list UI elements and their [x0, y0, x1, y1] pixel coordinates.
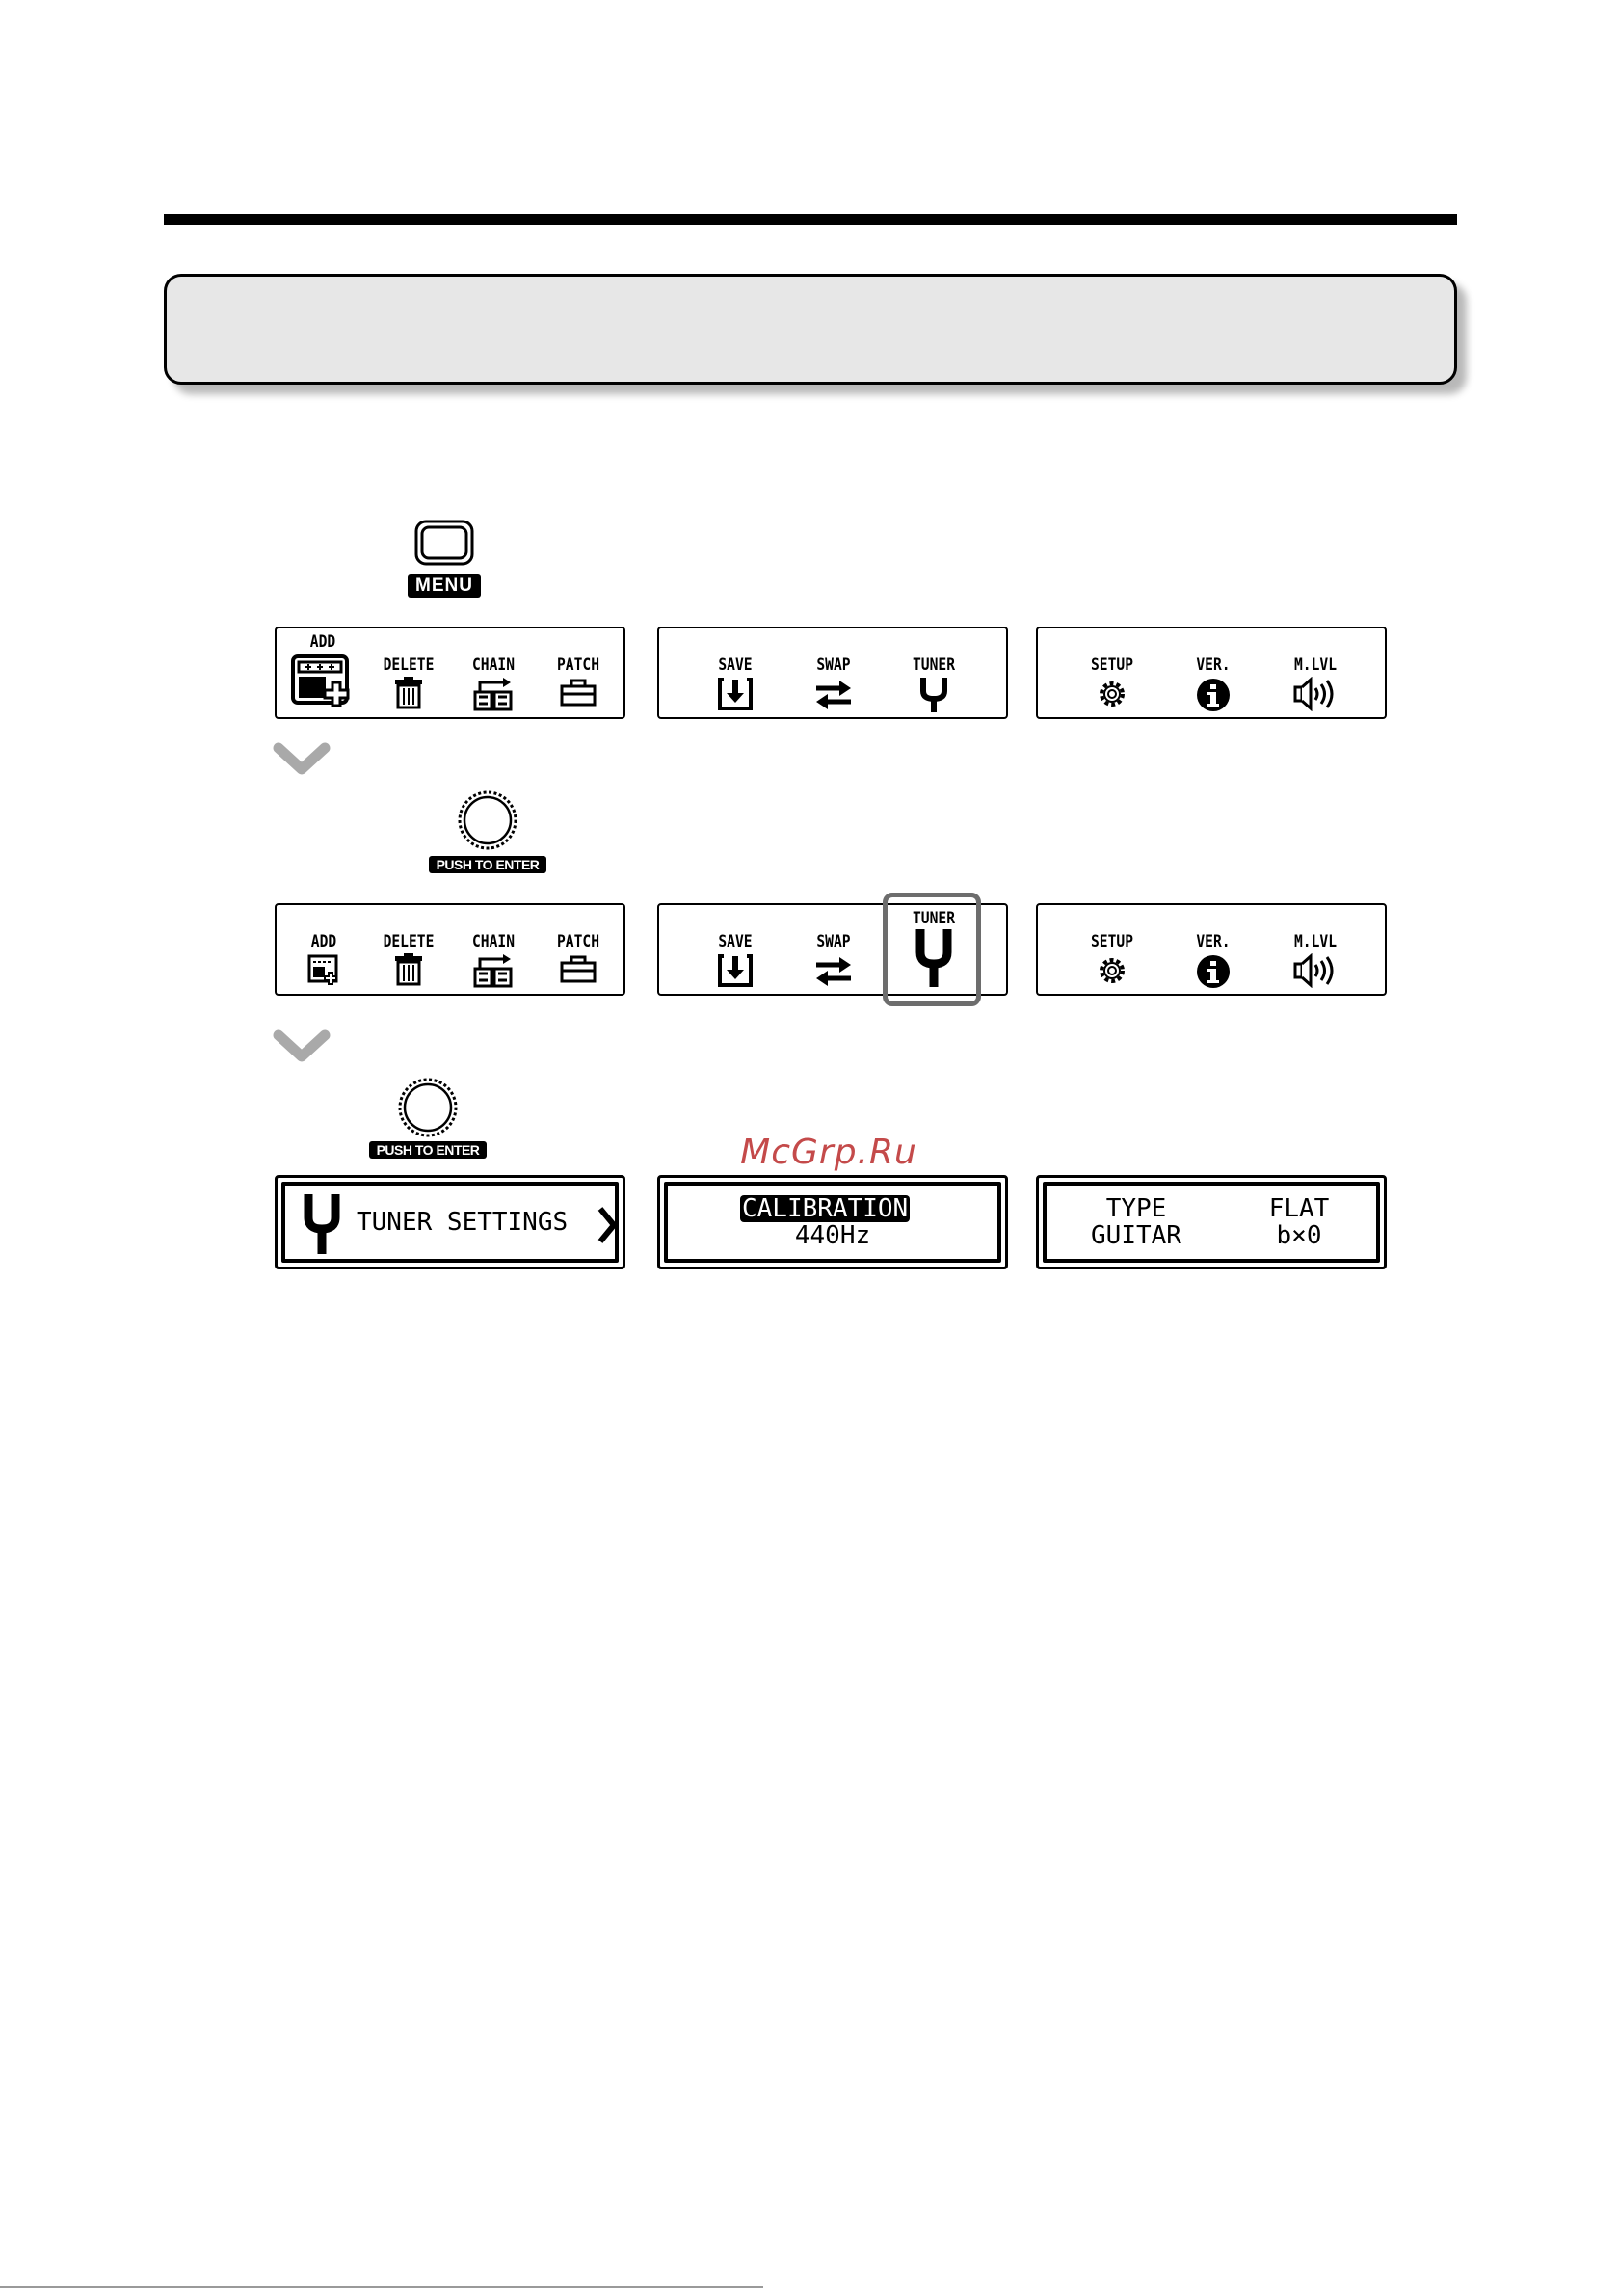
trash-icon — [391, 953, 426, 986]
add-effect-icon — [290, 654, 356, 709]
menu-item-setup[interactable] — [1069, 628, 1155, 711]
patch-toolbox-icon — [559, 677, 597, 707]
flat-label: FLAT — [1268, 1194, 1330, 1223]
gear-icon — [1094, 677, 1130, 711]
chain-icon — [472, 677, 515, 711]
menu-item-swap[interactable] — [790, 628, 877, 711]
speaker-volume-icon — [1292, 677, 1339, 711]
save-icon — [716, 677, 755, 711]
menu-item-patch[interactable] — [535, 905, 622, 984]
menu-item-master-level[interactable] — [1272, 628, 1359, 711]
menu-item-master-level[interactable] — [1272, 905, 1359, 988]
push-to-enter-knob[interactable] — [428, 788, 547, 873]
swap-icon — [812, 953, 855, 988]
menu-screen-page-1 — [275, 627, 625, 719]
menu-screen-page-3-step2 — [1036, 903, 1387, 996]
menu-item-label: SETUP — [1090, 655, 1134, 675]
push-to-enter-label: PUSH TO ENTER — [429, 856, 546, 873]
flat-value: b×0 — [1276, 1221, 1322, 1250]
swap-icon — [812, 677, 855, 711]
menu-item-save[interactable] — [692, 628, 779, 711]
menu-item-label: CHAIN — [471, 655, 516, 675]
menu-item-label: SAVE — [718, 655, 753, 675]
info-icon — [1195, 953, 1232, 990]
menu-item-label: DELETE — [383, 655, 435, 675]
tuning-fork-icon — [302, 1193, 342, 1255]
watermark: McGrp.Ru — [740, 1133, 917, 1172]
menu-item-version[interactable] — [1170, 905, 1257, 990]
add-effect-icon — [306, 953, 341, 988]
menu-item-label: PATCH — [556, 932, 600, 951]
menu-item-label: VER. — [1196, 655, 1231, 675]
patch-toolbox-icon — [559, 953, 597, 984]
menu-item-label: CHAIN — [471, 932, 516, 951]
menu-item-label: M.LVL — [1293, 932, 1338, 951]
menu-item-label: VER. — [1196, 932, 1231, 951]
menu-item-delete[interactable] — [365, 905, 452, 986]
selection-highlight — [883, 893, 981, 1006]
menu-screen-page-3 — [1036, 627, 1387, 719]
chain-icon — [472, 953, 515, 988]
menu-item-patch[interactable] — [535, 628, 622, 707]
menu-item-label: TUNER — [912, 655, 956, 675]
menu-item-save[interactable] — [692, 905, 779, 988]
speaker-volume-icon — [1292, 953, 1339, 988]
push-to-enter-label: PUSH TO ENTER — [369, 1141, 487, 1159]
menu-item-add[interactable] — [284, 628, 361, 709]
menu-button-label: MENU — [408, 574, 481, 598]
menu-screen-page-1-step2 — [275, 903, 625, 996]
menu-screen-page-2 — [657, 627, 1008, 719]
push-to-enter-knob[interactable] — [368, 1076, 488, 1159]
info-icon — [1195, 677, 1232, 713]
menu-item-swap[interactable] — [790, 905, 877, 988]
tuner-settings-label: TUNER SETTINGS — [357, 1208, 569, 1237]
menu-item-label: SETUP — [1090, 932, 1134, 951]
gear-icon — [1094, 953, 1130, 988]
menu-item-label: SAVE — [718, 932, 753, 951]
menu-item-label: DELETE — [383, 932, 435, 951]
top-rule — [164, 214, 1457, 225]
type-flat-screen[interactable] — [1036, 1175, 1387, 1269]
type-label: TYPE — [1105, 1194, 1167, 1223]
chevron-down-icon — [273, 1029, 331, 1064]
type-value: GUITAR — [1091, 1221, 1181, 1250]
menu-item-setup[interactable] — [1069, 905, 1155, 988]
menu-item-label: SWAP — [816, 932, 851, 951]
menu-item-label: SWAP — [816, 655, 851, 675]
tuning-fork-icon — [917, 677, 950, 713]
chevron-down-icon — [273, 742, 331, 777]
menu-item-label: ADD — [310, 932, 337, 951]
section-title-box — [164, 274, 1457, 385]
menu-item-label: ADD — [309, 632, 336, 652]
tuner-settings-screen[interactable] — [275, 1175, 625, 1269]
menu-item-add[interactable] — [280, 905, 367, 988]
calibration-value: 440Hz — [794, 1221, 871, 1250]
menu-item-chain[interactable] — [450, 905, 537, 988]
save-icon — [716, 953, 755, 988]
chevron-right-icon — [596, 1206, 619, 1244]
knob-icon — [428, 788, 547, 856]
knob-icon — [368, 1076, 488, 1141]
menu-button-icon — [405, 519, 484, 573]
menu-item-chain[interactable] — [450, 628, 537, 711]
calibration-screen[interactable] — [657, 1175, 1008, 1269]
menu-item-label: PATCH — [556, 655, 600, 675]
calibration-label: CALIBRATION — [742, 1194, 909, 1223]
menu-button[interactable] — [405, 519, 484, 601]
menu-item-label: TUNER — [912, 909, 956, 928]
footer-line — [0, 2286, 763, 2288]
menu-item-delete[interactable] — [365, 628, 452, 709]
menu-item-tuner[interactable] — [890, 628, 977, 713]
trash-icon — [391, 677, 426, 709]
menu-item-label: M.LVL — [1293, 655, 1338, 675]
menu-item-version[interactable] — [1170, 628, 1257, 713]
